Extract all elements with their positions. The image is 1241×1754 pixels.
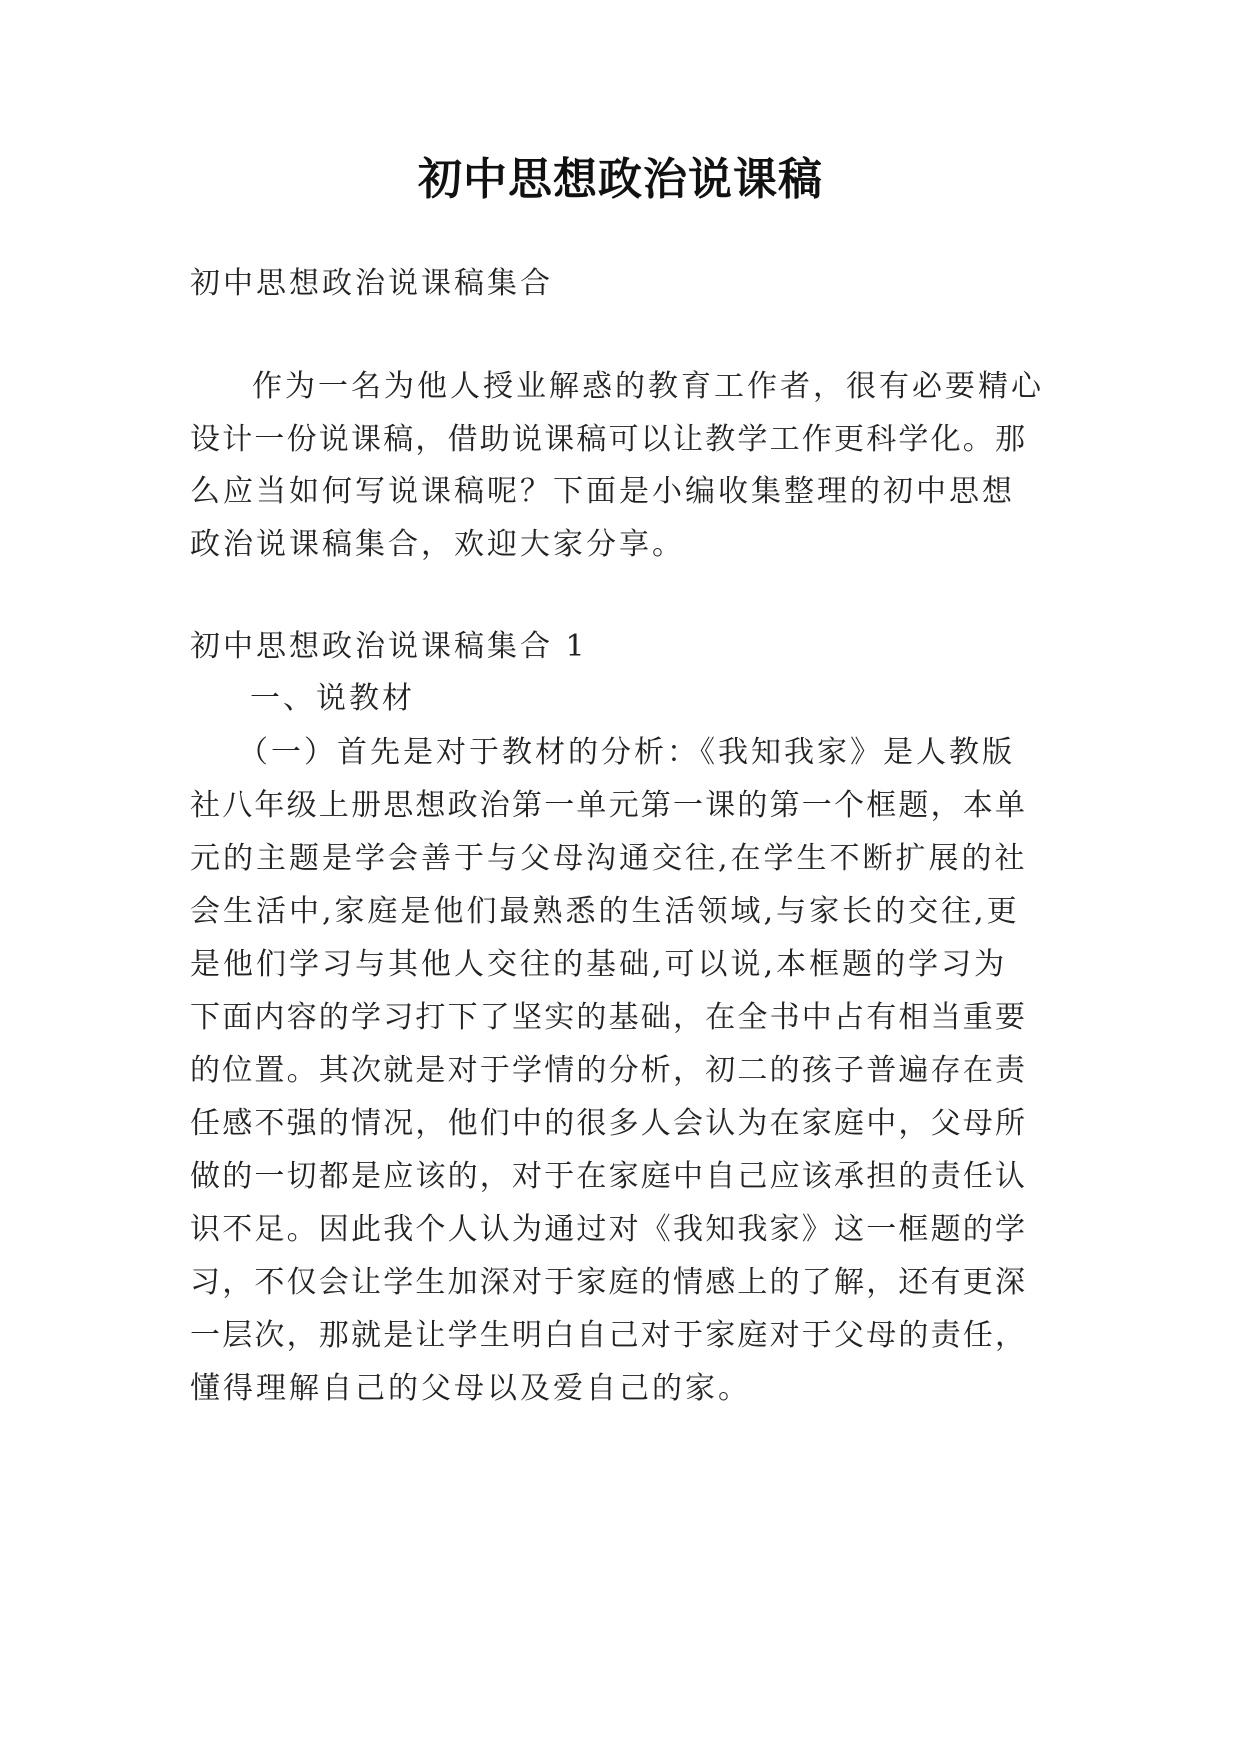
body-line: 是他们学习与其他人交往的基础,可以说,本框题的学习为 bbox=[190, 947, 1008, 982]
body-line: 元的主题是学会善于与父母沟通交往,在学生不断扩展的社 bbox=[190, 841, 1028, 876]
body-line: 的位置。其次就是对于学情的分析，初二的孩子普遍存在责 bbox=[190, 1053, 1028, 1088]
section-heading: 初中思想政治说课稿集合 1 bbox=[190, 629, 588, 664]
intro-line: 么应当如何写说课稿呢？下面是小编收集整理的初中思想 bbox=[190, 474, 1015, 509]
intro-line: 设计一份说课稿，借助说课稿可以让教学工作更科学化。那 bbox=[190, 422, 1028, 457]
body-line: 懂得理解自己的父母以及爱自己的家。 bbox=[190, 1371, 751, 1406]
document-title: 初中思想政治说课稿 bbox=[418, 154, 823, 205]
body-line: 识不足。因此我个人认为通过对《我知我家》这一框题的学 bbox=[190, 1212, 1028, 1247]
intro-line: 政治说课稿集合，欢迎大家分享。 bbox=[190, 527, 685, 562]
body-line: 下面内容的学习打下了坚实的基础，在全书中占有相当重要 bbox=[190, 1000, 1028, 1035]
body-line: 会生活中,家庭是他们最熟悉的生活领域,与家长的交往,更 bbox=[190, 894, 1020, 929]
body-line: 习，不仅会让学生加深对于家庭的情感上的了解，还有更深 bbox=[190, 1265, 1028, 1300]
body-line: 任感不强的情况，他们中的很多人会认为在家庭中，父母所 bbox=[190, 1106, 1028, 1141]
body-line: 做的一切都是应该的，对于在家庭中自己应该承担的责任认 bbox=[190, 1159, 1028, 1194]
document-subtitle: 初中思想政治说课稿集合 bbox=[190, 266, 553, 301]
subheading: 一、说教材 bbox=[250, 681, 415, 716]
body-line: （一）首先是对于教材的分析：《我知我家》是人教版 bbox=[238, 735, 1015, 770]
intro-line: 作为一名为他人授业解惑的教育工作者，很有必要精心 bbox=[252, 369, 1044, 404]
body-line: 社八年级上册思想政治第一单元第一课的第一个框题，本单 bbox=[190, 788, 1028, 823]
body-line: 一层次，那就是让学生明白自己对于家庭对于父母的责任， bbox=[190, 1318, 1028, 1353]
